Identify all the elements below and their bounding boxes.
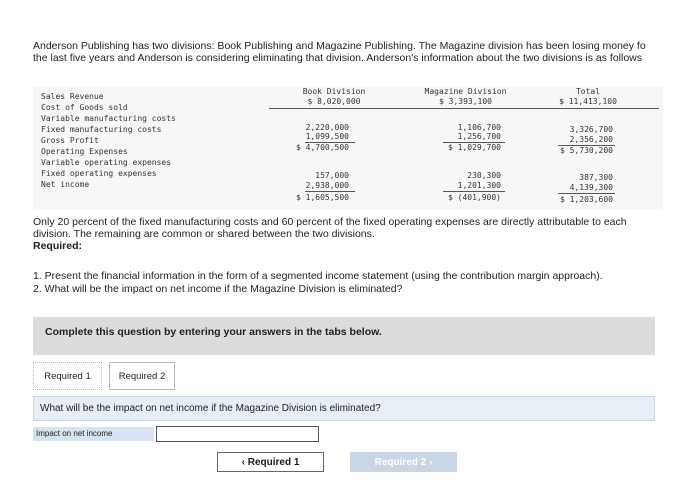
impact-label: Impact on net income [33,427,154,441]
header-magazine: Magazine Division [424,87,507,96]
divider-line [269,108,659,109]
row-label-opex: Operating Expenses [41,147,128,156]
underline-book-2 [305,191,355,192]
row-label-gross-profit: Gross Profit [41,136,99,145]
total-fixed-mfg: 2,356,200 [569,135,613,144]
chevron-right-icon: › [429,457,433,468]
magazine-net-income: $ (401,900) [448,193,501,202]
instructions-banner [33,317,655,355]
paragraph-line-1: Only 20 percent of the fixed manufacturing costs and 60 percent of the fixed operating expenses are directly attributable to each [33,216,627,228]
intro-line-2: the last five years and Anderson is considering eliminating that division. Anderson's information about the two divisions is as follows [33,52,642,64]
book-fixed-op: 2,938,000 [305,181,349,190]
total-fixed-op: 4,139,300 [569,183,613,192]
row-label-sales: Sales Revenue [41,92,104,101]
book-sales: $ 8,020,000 [307,97,361,106]
row-label-fixed-mfg: Fixed manufacturing costs [41,125,162,134]
total-var-mfg: 3,326,700 [569,125,613,134]
next-button[interactable] [350,452,457,472]
paragraph-line-2: division. The remaining are common or shared between the two divisions. [33,228,375,240]
underline-total-2 [558,193,615,194]
tab-required-1[interactable]: Required 1 [33,362,102,390]
intro-line-1: Anderson Publishing has two divisions: Book Publishing and Magazine Publishing. The Magazine division has been losing money fo [33,40,646,52]
magazine-fixed-mfg: 1,256,700 [457,132,501,141]
header-book: Book Division [302,87,366,96]
banner-text: Complete this question by entering your answers in the tabs below. [45,326,382,338]
chevron-left-icon: ‹ [241,457,245,468]
magazine-var-op: 230,300 [467,171,501,180]
total-net-income: $ 1,203,600 [560,195,613,204]
total-sales: $ 11,413,100 [559,97,617,106]
magazine-fixed-op: 1,201,300 [457,181,501,190]
book-gross-profit: $ 4,700,500 [296,143,349,152]
financial-table [33,87,663,210]
question-bar [33,396,655,421]
magazine-gross-profit: $ 1,029,700 [448,143,501,152]
required-heading: Required: [33,240,83,252]
row-label-var-op: Variable operating expenses [41,158,172,167]
impact-input[interactable] [156,426,319,442]
row-label-var-mfg: Variable manufacturing costs [41,114,176,123]
underline-magazine-2 [443,191,505,192]
magazine-var-mfg: 1,106,700 [457,123,501,132]
book-net-income: $ 1,605,500 [296,193,349,202]
prev-button[interactable] [217,452,324,472]
total-var-op: 387,300 [579,173,613,182]
tab-required-2[interactable]: Required 2 [109,362,175,390]
total-gross-profit: $ 5,730,200 [560,146,613,155]
question-text: What will be the impact on net income if the Magazine Division is eliminated? [40,403,381,414]
intro-text [33,40,700,64]
question-1: 1. Present the financial information in the form of a segmented income statement (using the contribution margin approach). [33,270,603,282]
question-2: 2. What will be the impact on net income if the Magazine Division is eliminated? [33,283,403,295]
next-button-label: Required 2 [374,457,427,468]
row-label-fixed-op: Fixed operating expenses [41,169,157,178]
prev-button-label: Required 1 [247,457,300,468]
header-total: Total [575,87,601,96]
row-label-cogs: Cost of Goods sold [41,103,128,112]
book-fixed-mfg: 1,099,500 [305,132,349,141]
row-label-net-income: Net income [41,180,90,189]
book-var-op: 157,000 [315,171,349,180]
magazine-sales: $ 3,393,100 [439,97,492,106]
book-var-mfg: 2,220,000 [305,123,349,132]
